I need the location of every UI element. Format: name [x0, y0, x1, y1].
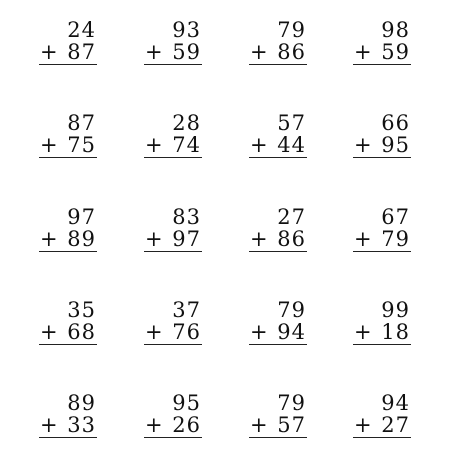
- answer-line: [144, 64, 202, 65]
- plus-sign: +: [40, 133, 58, 157]
- answer-line: [249, 64, 307, 65]
- plus-sign: +: [145, 133, 163, 157]
- plus-sign: +: [40, 40, 58, 64]
- plus-sign: +: [145, 413, 163, 437]
- addend-bottom: 68: [67, 320, 96, 344]
- addition-problem: [145, 206, 201, 254]
- plus-sign: +: [250, 40, 268, 64]
- answer-line: [249, 251, 307, 252]
- addend-top: 97: [67, 205, 96, 229]
- plus-sign: +: [354, 40, 372, 64]
- answer-line: [39, 344, 97, 345]
- addend-top: 94: [381, 391, 410, 415]
- addition-problem: [250, 206, 306, 254]
- addition-problem: [250, 299, 306, 347]
- addition-problem: [250, 392, 306, 440]
- answer-line: [144, 157, 202, 158]
- addend-bottom: 59: [172, 40, 201, 64]
- answer-line: [39, 251, 97, 252]
- addend-bottom: 86: [277, 40, 306, 64]
- answer-line: [249, 344, 307, 345]
- answer-line: [353, 344, 411, 345]
- addend-top: 35: [67, 298, 96, 322]
- addend-top: 27: [277, 205, 306, 229]
- answer-line: [144, 251, 202, 252]
- addition-problem: [40, 392, 96, 440]
- addend-bottom: 89: [67, 227, 96, 251]
- addend-bottom: 94: [277, 320, 306, 344]
- addend-top: 79: [277, 18, 306, 42]
- addend-top: 83: [172, 205, 201, 229]
- plus-sign: +: [354, 320, 372, 344]
- answer-line: [39, 437, 97, 438]
- answer-line: [249, 157, 307, 158]
- addend-bottom: 33: [67, 413, 96, 437]
- addition-problem: [40, 112, 96, 160]
- addend-bottom: 74: [172, 133, 201, 157]
- addition-problem: [354, 299, 410, 347]
- addend-bottom: 57: [277, 413, 306, 437]
- addition-problem: [40, 206, 96, 254]
- addend-top: 57: [277, 111, 306, 135]
- plus-sign: +: [250, 320, 268, 344]
- plus-sign: +: [354, 413, 372, 437]
- addition-problem: [145, 299, 201, 347]
- answer-line: [249, 437, 307, 438]
- addition-problem: [40, 299, 96, 347]
- addition-problem: [145, 392, 201, 440]
- plus-sign: +: [40, 227, 58, 251]
- addend-bottom: 79: [381, 227, 410, 251]
- addition-problem: [354, 112, 410, 160]
- addend-top: 95: [172, 391, 201, 415]
- plus-sign: +: [145, 320, 163, 344]
- plus-sign: +: [250, 413, 268, 437]
- addition-problem: [354, 392, 410, 440]
- answer-line: [39, 64, 97, 65]
- answer-line: [353, 437, 411, 438]
- addend-top: 28: [172, 111, 201, 135]
- addend-bottom: 75: [67, 133, 96, 157]
- plus-sign: +: [354, 227, 372, 251]
- addend-bottom: 18: [381, 320, 410, 344]
- addend-bottom: 26: [172, 413, 201, 437]
- plus-sign: +: [250, 133, 268, 157]
- answer-line: [144, 344, 202, 345]
- addend-top: 79: [277, 391, 306, 415]
- addend-top: 24: [67, 18, 96, 42]
- addend-bottom: 95: [381, 133, 410, 157]
- addition-problem: [40, 19, 96, 67]
- addend-bottom: 27: [381, 413, 410, 437]
- addend-bottom: 59: [381, 40, 410, 64]
- addition-problem: [145, 19, 201, 67]
- addend-top: 98: [381, 18, 410, 42]
- answer-line: [144, 437, 202, 438]
- addend-top: 66: [381, 111, 410, 135]
- addend-bottom: 76: [172, 320, 201, 344]
- plus-sign: +: [250, 227, 268, 251]
- addend-bottom: 86: [277, 227, 306, 251]
- plus-sign: +: [145, 227, 163, 251]
- addend-top: 79: [277, 298, 306, 322]
- addition-problem: [145, 112, 201, 160]
- addend-bottom: 97: [172, 227, 201, 251]
- addition-problem: [250, 112, 306, 160]
- plus-sign: +: [145, 40, 163, 64]
- addend-top: 93: [172, 18, 201, 42]
- answer-line: [39, 157, 97, 158]
- addend-bottom: 44: [277, 133, 306, 157]
- addend-top: 67: [381, 205, 410, 229]
- addend-top: 99: [381, 298, 410, 322]
- answer-line: [353, 157, 411, 158]
- plus-sign: +: [40, 320, 58, 344]
- plus-sign: +: [354, 133, 372, 157]
- plus-sign: +: [40, 413, 58, 437]
- answer-line: [353, 64, 411, 65]
- addend-bottom: 87: [67, 40, 96, 64]
- addition-problem: [354, 19, 410, 67]
- addition-problem: [250, 19, 306, 67]
- addend-top: 37: [172, 298, 201, 322]
- addend-top: 87: [67, 111, 96, 135]
- addition-problem: [354, 206, 410, 254]
- addend-top: 89: [67, 391, 96, 415]
- answer-line: [353, 251, 411, 252]
